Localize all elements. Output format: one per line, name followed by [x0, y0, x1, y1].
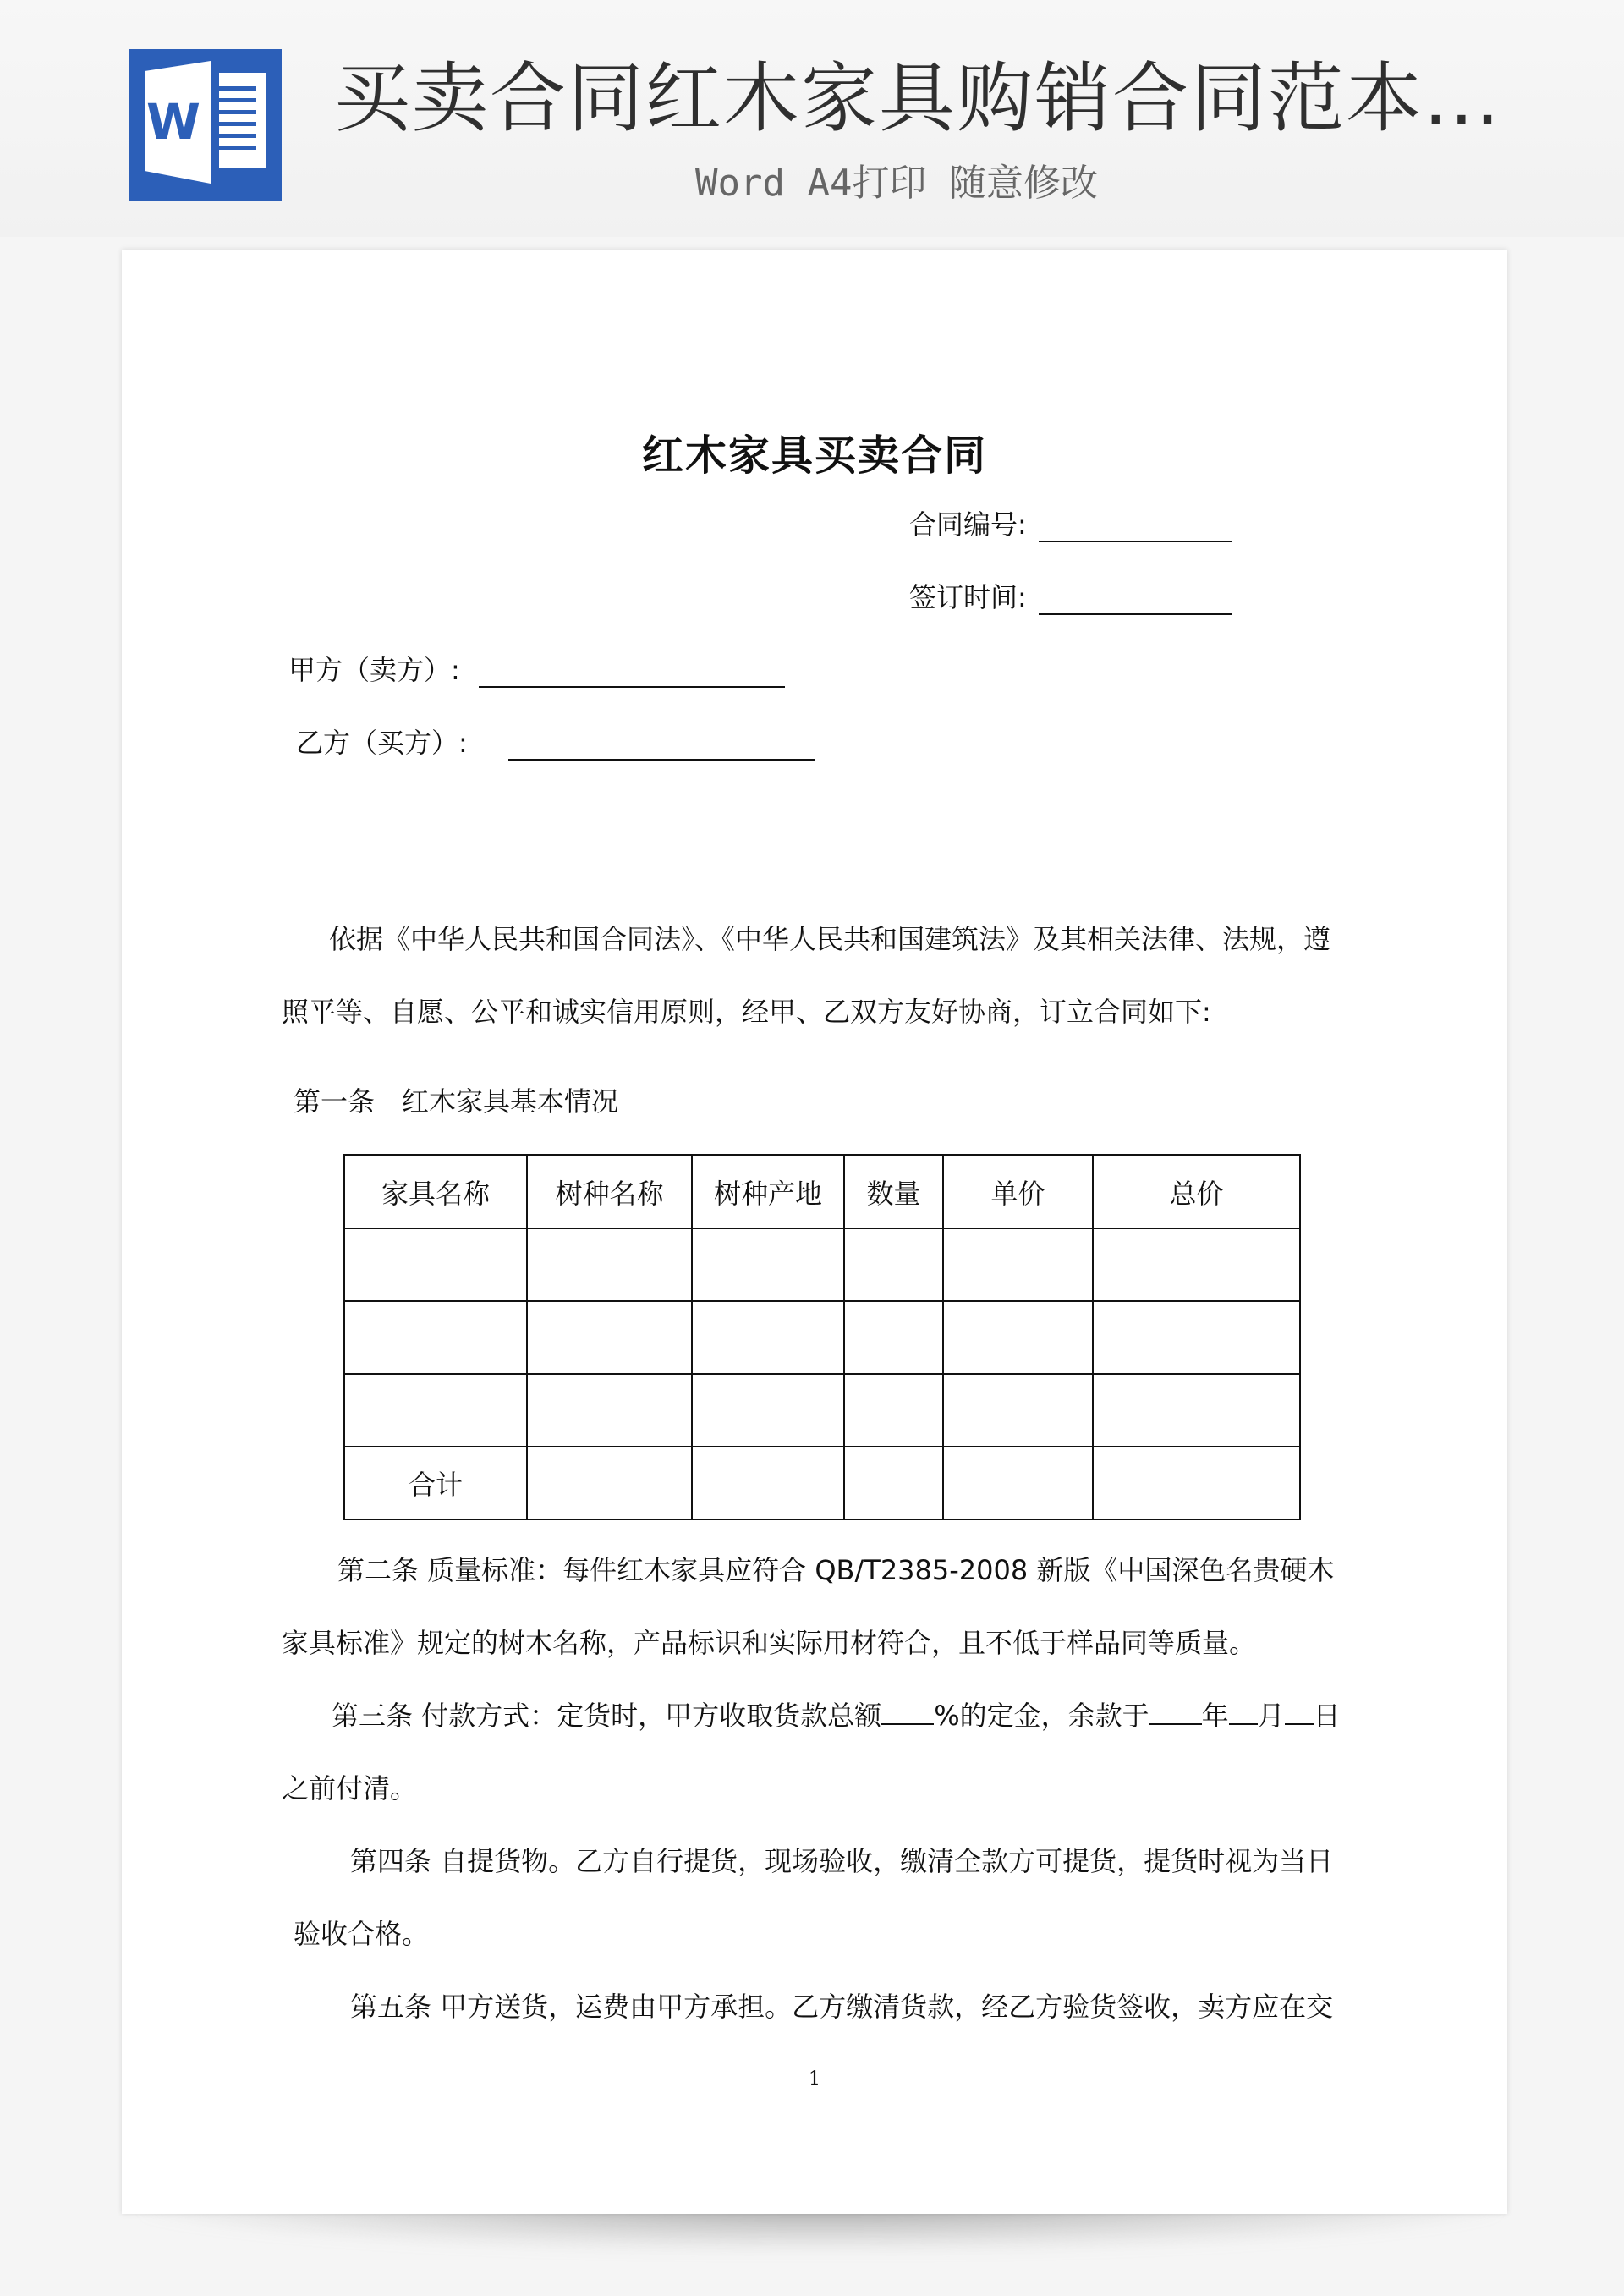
table-cell[interactable]: [1093, 1228, 1300, 1301]
table-cell[interactable]: [692, 1374, 844, 1447]
month-blank[interactable]: [1229, 1698, 1258, 1725]
table-cell[interactable]: [1093, 1374, 1300, 1447]
article-3-text-2: %的定金，余款于: [934, 1700, 1149, 1732]
party-b-label: 乙方（买方）:: [296, 727, 468, 759]
party-b-row: [296, 722, 815, 761]
contract-number-label: 合同编号:: [909, 508, 1027, 541]
article-2-line-2: 家具标准》规定的树木名称，产品标识和实际用材符合，且不低于样品同等质量。: [282, 1627, 1257, 1659]
table-cell[interactable]: [844, 1447, 943, 1519]
header-wood-species: 树种名称: [527, 1155, 692, 1228]
table-cell[interactable]: [943, 1374, 1093, 1447]
table-cell[interactable]: [527, 1228, 692, 1301]
article-3-day: 日: [1313, 1700, 1341, 1732]
article-2-line-1: 第二条 质量标准：每件红木家具应符合 QB/T2385-2008 新版《中国深色名贵硬木: [337, 1554, 1335, 1586]
header-quantity: 数量: [844, 1155, 943, 1228]
table-cell[interactable]: [692, 1447, 844, 1519]
header-banner: [0, 0, 1624, 237]
table-row: [344, 1301, 1300, 1374]
party-a-label: 甲方（卖方）:: [288, 654, 460, 686]
article-3-year: 年: [1201, 1700, 1229, 1732]
table-cell[interactable]: [692, 1228, 844, 1301]
intro-paragraph-line-2: 照平等、自愿、公平和诚实信用原则，经甲、乙双方友好协商，订立合同如下:: [282, 996, 1211, 1028]
page-number: 1: [809, 2068, 820, 2090]
table-cell[interactable]: [692, 1301, 844, 1374]
table-cell[interactable]: [943, 1447, 1093, 1519]
document-page: [122, 250, 1507, 2214]
intro-paragraph-line-1: 依据《中华人民共和国合同法》、《中华人民共和国建筑法》及其相关法律、法规，遵: [329, 923, 1331, 955]
header-unit-price: 单价: [943, 1155, 1093, 1228]
table-row: [344, 1374, 1300, 1447]
table-cell[interactable]: [527, 1447, 692, 1519]
article-3-text-1: 第三条 付款方式：定货时，甲方收取货款总额: [332, 1700, 882, 1732]
table-cell[interactable]: [943, 1301, 1093, 1374]
table-total-row: [344, 1447, 1300, 1519]
article-1-heading: 第一条 红木家具基本情况: [294, 1085, 619, 1118]
header-wood-origin: 树种产地: [692, 1155, 844, 1228]
table-cell[interactable]: [943, 1228, 1093, 1301]
party-a-field[interactable]: [479, 656, 785, 688]
contract-title: 红木家具买卖合同: [641, 431, 987, 480]
article-3-line-1: [332, 1695, 1533, 1733]
article-3-month: 月: [1257, 1700, 1285, 1732]
contract-number-row: [909, 503, 1232, 542]
table-cell[interactable]: [344, 1228, 527, 1301]
table-cell[interactable]: [1093, 1301, 1300, 1374]
party-a-row: [288, 649, 785, 688]
year-blank[interactable]: [1149, 1698, 1202, 1725]
article-3-line-2: 之前付清。: [282, 1772, 418, 1804]
total-label: 合计: [344, 1447, 527, 1519]
table-cell[interactable]: [1093, 1447, 1300, 1519]
document-subtitle: Word A4打印 随意修改: [695, 162, 1098, 205]
table-cell[interactable]: [344, 1374, 527, 1447]
article-5-line-1: 第五条 甲方送货，运费由甲方承担。乙方缴清货款，经乙方验货签收，卖方应在交: [350, 1991, 1334, 2023]
furniture-table: [343, 1154, 1301, 1520]
article-4-line-1: 第四条 自提货物。乙方自行提货，现场验收，缴清全款方可提货，提货时视为当日: [350, 1845, 1334, 1877]
sign-date-field[interactable]: [1039, 583, 1232, 615]
table-row: [344, 1228, 1300, 1301]
party-b-field[interactable]: [508, 727, 815, 761]
table-cell[interactable]: [527, 1301, 692, 1374]
contract-number-field[interactable]: [1039, 510, 1232, 542]
table-cell[interactable]: [527, 1374, 692, 1447]
sign-date-row: [909, 576, 1232, 615]
table-cell[interactable]: [844, 1374, 943, 1447]
header-furniture-name: 家具名称: [344, 1155, 527, 1228]
sign-date-label: 签订时间:: [909, 581, 1027, 613]
svg-text:W: W: [146, 93, 200, 151]
table-header-row: [344, 1155, 1300, 1228]
table-cell[interactable]: [844, 1301, 943, 1374]
day-blank[interactable]: [1285, 1698, 1314, 1725]
article-4-line-2: 验收合格。: [294, 1918, 430, 1950]
table-cell[interactable]: [844, 1228, 943, 1301]
header-total-price: 总价: [1093, 1155, 1300, 1228]
document-title: 买卖合同红木家具购销合同范本...: [334, 54, 1501, 143]
deposit-percent-blank[interactable]: [881, 1698, 934, 1725]
table-cell[interactable]: [344, 1301, 527, 1374]
